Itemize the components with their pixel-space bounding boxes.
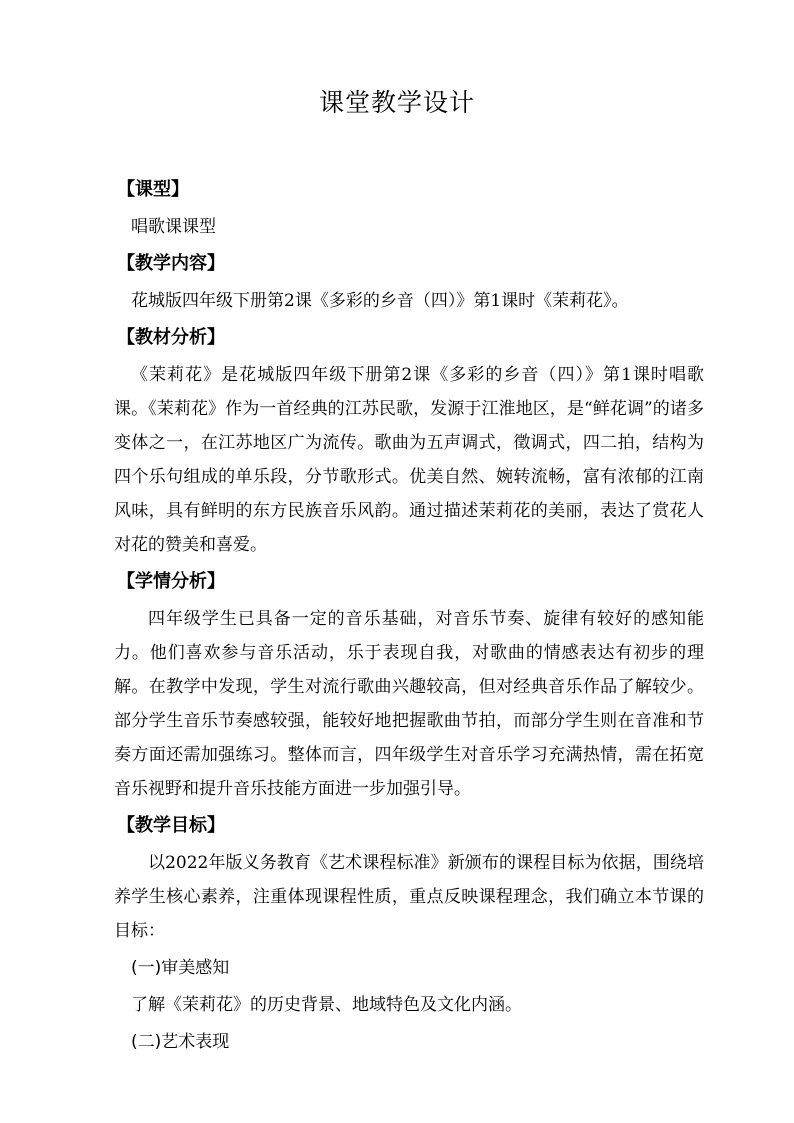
material-analysis-text: 《茉莉花》是花城版四年级下册第2课《多彩的乡音（四）》第1课时唱歌课。《茉莉花》作为一首经典的江苏民歌，发源于江淮地区，是“鲜花调”的诸多变体之一，在江苏地区广为流传。歌曲为五声调式，徵调式，四二拍，结构为四个乐句组成的单乐段，分节歌形式。优美自然、婉转流畅，富有浓郁的江南风味，具有鲜明的东方民族音乐风韵。通过描述茉莉花的美丽，表达了赏花人对花的赞美和喜爱。 bbox=[114, 365, 704, 555]
heading-student-analysis: 【学情分析】 bbox=[117, 571, 225, 592]
lesson-type-text: 唱歌课课型 bbox=[131, 217, 216, 237]
heading-lesson-type: 【课型】 bbox=[117, 179, 189, 200]
heading-teaching-goals: 【教学目标】 bbox=[117, 815, 225, 836]
page-title: 课堂教学设计 bbox=[318, 88, 475, 117]
heading-teaching-content: 【教学内容】 bbox=[117, 253, 225, 274]
aesthetic-perception-text: 了解《茉莉花》的历史背景、地域特色及文化内涵。 bbox=[131, 995, 522, 1015]
student-analysis-text: 四年级学生已具备一定的音乐基础，对音乐节奏、旋律有较好的感知能力。他们喜欢参与音乐活动，乐于表现自我，对歌曲的情感表达有初步的理解。在教学中发现，学生对流行歌曲兴趣较高，但对经典音乐作品了解较少。部分学生音乐节奏感较强，能较好地把握歌曲节拍，而部分学生则在音准和节奏方面还需加强练习。整体而言，四年级学生对音乐学习充满热情，需在拓宽音乐视野和提升音乐技能方面进一步加强引导。 bbox=[114, 609, 704, 799]
document-body bbox=[114, 170, 704, 1062]
subheading-artistic-expression: (二)艺术表现 bbox=[131, 1032, 230, 1052]
teaching-goals-text: 以2022年版义务教育《艺术课程标准》新颁布的课程目标为依据，围绕培养学生核心素养，注重体现课程性质，重点反映课程理念，我们确立本节课的目标： bbox=[114, 853, 704, 941]
teaching-content-text: 花城版四年级下册第2课《多彩的乡音（四）》第1课时《茉莉花》。 bbox=[131, 291, 629, 311]
heading-material-analysis: 【教材分析】 bbox=[117, 327, 225, 348]
subheading-aesthetic-perception: (一)审美感知 bbox=[131, 958, 230, 978]
